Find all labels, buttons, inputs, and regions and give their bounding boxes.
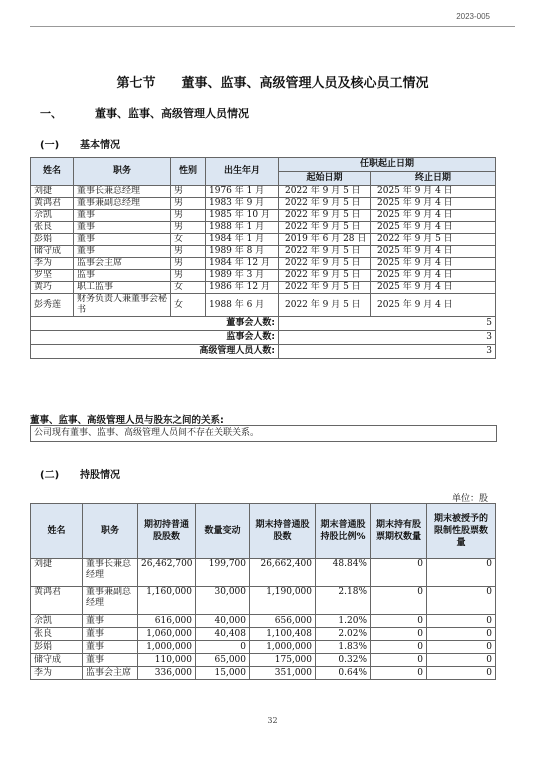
table-row xyxy=(31,198,496,210)
cell-opening: 110,000 xyxy=(138,654,196,667)
cell-position: 董事 xyxy=(83,628,138,641)
col-header-term: 任职起止日期 xyxy=(279,158,496,172)
cell-opening: 336,000 xyxy=(138,667,196,680)
holdings-table xyxy=(30,503,496,680)
cell-position: 董事 xyxy=(74,234,171,246)
cell-change: 199,700 xyxy=(196,559,250,587)
cell-end: 2025 年 9 月 4 日 xyxy=(371,210,496,222)
total-value: 3 xyxy=(279,345,496,359)
cell-birth: 1976 年 1 月 xyxy=(206,186,279,198)
total-label: 高级管理人员人数: xyxy=(31,345,279,359)
cell-position: 董事 xyxy=(83,615,138,628)
cell-end: 2025 年 9 月 4 日 xyxy=(371,222,496,234)
cell-change: 15,000 xyxy=(196,667,250,680)
table-row xyxy=(31,234,496,246)
table-row xyxy=(31,667,496,680)
cell-name: 佘凯 xyxy=(31,210,74,222)
col-header-birth: 出生年月 xyxy=(206,158,279,186)
cell-options: 0 xyxy=(371,667,427,680)
cell-birth: 1984 年 1 月 xyxy=(206,234,279,246)
col-header: 职务 xyxy=(83,504,138,559)
cell-ratio: 0.64% xyxy=(316,667,371,680)
cell-name: 李为 xyxy=(31,258,74,270)
total-value: 3 xyxy=(279,331,496,345)
cell-gender: 男 xyxy=(171,246,206,258)
total-value: 5 xyxy=(279,317,496,331)
cell-start: 2019 年 6 月 28 日 xyxy=(279,234,371,246)
cell-gender: 男 xyxy=(171,210,206,222)
cell-start: 2022 年 9 月 5 日 xyxy=(279,258,371,270)
table-row xyxy=(31,628,496,641)
col-header-name: 姓名 xyxy=(31,158,74,186)
cell-ratio: 1.20% xyxy=(316,615,371,628)
cell-ratio: 1.83% xyxy=(316,641,371,654)
heading-text: 董事、监事、高级管理人员情况 xyxy=(95,107,249,120)
col-header-start: 起始日期 xyxy=(279,172,371,186)
cell-gender: 女 xyxy=(171,234,206,246)
cell-gender: 男 xyxy=(171,270,206,282)
table-row xyxy=(31,654,496,667)
cell-birth: 1988 年 1 月 xyxy=(206,222,279,234)
heading-text: 持股情况 xyxy=(80,470,120,481)
cell-restricted: 0 xyxy=(427,615,496,628)
cell-change: 40,000 xyxy=(196,615,250,628)
cell-restricted: 0 xyxy=(427,628,496,641)
total-label: 董事会人数: xyxy=(31,317,279,331)
basic-info-table xyxy=(30,157,496,359)
cell-ratio: 2.02% xyxy=(316,628,371,641)
cell-start: 2022 年 9 月 5 日 xyxy=(279,186,371,198)
cell-change: 40,408 xyxy=(196,628,250,641)
heading-number: 一、 xyxy=(40,107,62,120)
cell-position: 财务负责人兼董事会秘书 xyxy=(74,294,171,317)
table-row xyxy=(31,615,496,628)
col-header: 数量变动 xyxy=(196,504,250,559)
cell-position: 董事长兼总经理 xyxy=(83,559,138,587)
cell-options: 0 xyxy=(371,587,427,615)
cell-start: 2022 年 9 月 5 日 xyxy=(279,282,371,294)
cell-birth: 1989 年 8 月 xyxy=(206,246,279,258)
cell-name: 彭娟 xyxy=(31,234,74,246)
heading-text: 基本情况 xyxy=(80,140,120,151)
cell-name: 储守成 xyxy=(31,246,74,258)
cell-ratio: 2.18% xyxy=(316,587,371,615)
col-header: 期末持普通股股数 xyxy=(250,504,316,559)
heading-number: (一) xyxy=(40,140,60,151)
cell-restricted: 0 xyxy=(427,667,496,680)
cell-birth: 1983 年 9 月 xyxy=(206,198,279,210)
cell-start: 2022 年 9 月 5 日 xyxy=(279,294,371,317)
col-header: 姓名 xyxy=(31,504,83,559)
table-row xyxy=(31,222,496,234)
table-row xyxy=(31,282,496,294)
cell-closing: 656,000 xyxy=(250,615,316,628)
cell-opening: 26,462,700 xyxy=(138,559,196,587)
cell-name: 刘捷 xyxy=(31,559,83,587)
cell-start: 2022 年 9 月 5 日 xyxy=(279,246,371,258)
cell-closing: 1,100,408 xyxy=(250,628,316,641)
cell-birth: 1989 年 3 月 xyxy=(206,270,279,282)
cell-name: 刘捷 xyxy=(31,186,74,198)
cell-position: 监事 xyxy=(74,270,171,282)
cell-end: 2025 年 9 月 4 日 xyxy=(371,246,496,258)
col-header-gender: 性别 xyxy=(171,158,206,186)
cell-restricted: 0 xyxy=(427,587,496,615)
cell-position: 职工监事 xyxy=(74,282,171,294)
cell-birth: 1986 年 12 月 xyxy=(206,282,279,294)
cell-opening: 1,060,000 xyxy=(138,628,196,641)
cell-position: 董事 xyxy=(83,654,138,667)
cell-options: 0 xyxy=(371,654,427,667)
cell-gender: 女 xyxy=(171,282,206,294)
cell-position: 董事 xyxy=(74,210,171,222)
cell-closing: 351,000 xyxy=(250,667,316,680)
cell-name: 彭娟 xyxy=(31,641,83,654)
col-header-end: 终止日期 xyxy=(371,172,496,186)
cell-name: 黄鸿君 xyxy=(31,198,74,210)
header-rule xyxy=(30,26,515,27)
cell-start: 2022 年 9 月 5 日 xyxy=(279,270,371,282)
cell-restricted: 0 xyxy=(427,641,496,654)
cell-gender: 男 xyxy=(171,186,206,198)
cell-position: 董事 xyxy=(74,222,171,234)
table-row xyxy=(31,246,496,258)
heading-number: (二) xyxy=(40,470,60,481)
cell-opening: 1,160,000 xyxy=(138,587,196,615)
page-number: 32 xyxy=(267,716,278,725)
unit-label: 单位：股 xyxy=(451,494,488,504)
cell-restricted: 0 xyxy=(427,654,496,667)
relation-text: 公司现有董事、监事、高级管理人员间不存在关联关系。 xyxy=(30,425,497,442)
cell-birth: 1984 年 12 月 xyxy=(206,258,279,270)
cell-end: 2025 年 9 月 4 日 xyxy=(371,198,496,210)
col-header: 期初持普通股股数 xyxy=(138,504,196,559)
col-header: 期末普通股持股比例% xyxy=(316,504,371,559)
heading-directors xyxy=(40,105,249,121)
cell-start: 2022 年 9 月 5 日 xyxy=(279,198,371,210)
table-row xyxy=(31,210,496,222)
relation-title: 董事、监事、高级管理人员与股东之间的关系: xyxy=(30,415,224,426)
cell-position: 监事会主席 xyxy=(74,258,171,270)
table-row xyxy=(31,258,496,270)
section-title: 第七节 董事、监事、高级管理人员及核心员工情况 xyxy=(116,76,429,91)
total-row xyxy=(31,317,496,331)
cell-closing: 26,662,400 xyxy=(250,559,316,587)
table-row xyxy=(31,641,496,654)
cell-position: 董事兼副总经理 xyxy=(74,198,171,210)
cell-end: 2025 年 9 月 4 日 xyxy=(371,294,496,317)
col-header: 期末被授予的限制性股票数量 xyxy=(427,504,496,559)
cell-name: 储守成 xyxy=(31,654,83,667)
cell-end: 2025 年 9 月 4 日 xyxy=(371,282,496,294)
total-row xyxy=(31,345,496,359)
cell-start: 2022 年 9 月 5 日 xyxy=(279,222,371,234)
cell-gender: 男 xyxy=(171,198,206,210)
cell-opening: 616,000 xyxy=(138,615,196,628)
cell-options: 0 xyxy=(371,628,427,641)
cell-start: 2022 年 9 月 5 日 xyxy=(279,210,371,222)
cell-name: 罗坚 xyxy=(31,270,74,282)
col-header: 期末持有股票期权数量 xyxy=(371,504,427,559)
cell-name: 彭秀莲 xyxy=(31,294,74,317)
table-row xyxy=(31,294,496,317)
cell-name: 张良 xyxy=(31,628,83,641)
col-header-position: 职务 xyxy=(74,158,171,186)
total-row xyxy=(31,331,496,345)
cell-change: 0 xyxy=(196,641,250,654)
cell-position: 董事兼副总经理 xyxy=(83,587,138,615)
cell-name: 李为 xyxy=(31,667,83,680)
table-row xyxy=(31,559,496,587)
cell-position: 董事 xyxy=(74,246,171,258)
cell-restricted: 0 xyxy=(427,559,496,587)
cell-name: 黄巧 xyxy=(31,282,74,294)
heading-holdings xyxy=(40,466,120,481)
cell-change: 65,000 xyxy=(196,654,250,667)
cell-options: 0 xyxy=(371,559,427,587)
document-code: 2023-005 xyxy=(456,12,490,21)
table-row xyxy=(31,587,496,615)
cell-end: 2022 年 9 月 5 日 xyxy=(371,234,496,246)
cell-end: 2025 年 9 月 4 日 xyxy=(371,258,496,270)
cell-birth: 1988 年 6 月 xyxy=(206,294,279,317)
cell-gender: 女 xyxy=(171,294,206,317)
cell-opening: 1,000,000 xyxy=(138,641,196,654)
cell-gender: 男 xyxy=(171,258,206,270)
heading-basic-info xyxy=(40,136,120,151)
cell-closing: 1,000,000 xyxy=(250,641,316,654)
table-row xyxy=(31,186,496,198)
cell-end: 2025 年 9 月 4 日 xyxy=(371,270,496,282)
cell-position: 董事长兼总经理 xyxy=(74,186,171,198)
cell-gender: 男 xyxy=(171,222,206,234)
cell-name: 佘凯 xyxy=(31,615,83,628)
cell-closing: 175,000 xyxy=(250,654,316,667)
cell-closing: 1,190,000 xyxy=(250,587,316,615)
cell-position: 监事会主席 xyxy=(83,667,138,680)
cell-ratio: 0.32% xyxy=(316,654,371,667)
cell-change: 30,000 xyxy=(196,587,250,615)
cell-name: 黄鸿君 xyxy=(31,587,83,615)
cell-birth: 1985 年 10 月 xyxy=(206,210,279,222)
cell-ratio: 48.84% xyxy=(316,559,371,587)
cell-options: 0 xyxy=(371,615,427,628)
cell-position: 董事 xyxy=(83,641,138,654)
total-label: 监事会人数: xyxy=(31,331,279,345)
table-row xyxy=(31,270,496,282)
cell-end: 2025 年 9 月 4 日 xyxy=(371,186,496,198)
cell-name: 张良 xyxy=(31,222,74,234)
cell-options: 0 xyxy=(371,641,427,654)
